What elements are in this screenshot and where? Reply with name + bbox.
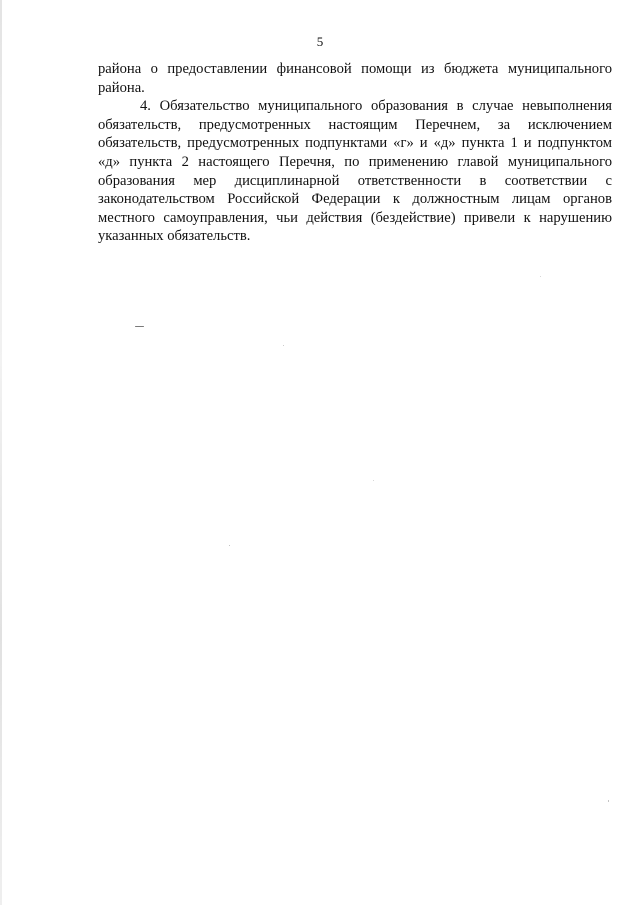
paragraph-continuation: района о предоставлении финансовой помощи из бюджета муниципального района.: [98, 61, 612, 96]
scan-speck: [373, 480, 374, 481]
scan-speck: [283, 345, 284, 346]
scan-speck: [540, 276, 541, 277]
paragraph-item-4: 4. Обязательство муниципального образования в случае невыполнения обязательств, предусмотренных настоящим Перечнем, за исключением обязательств, предусмотренных подпунктами «г» и «д» пункта 1 и подпунктом «д» пункта 2 настоящего Перечня, по применению главой муниципального образования мер дисциплинарной ответственности в соответствии с законодательством Российской Федерации к должностным лицам органов местного самоуправления, чьи действия (бездействие) привели к нарушению указанных обязательств.: [98, 98, 612, 245]
scan-speck: [608, 800, 609, 802]
document-body: [98, 60, 612, 246]
page-number: 5: [316, 34, 324, 49]
scan-speck: [135, 326, 144, 327]
scan-speck: [229, 545, 230, 546]
scan-edge: [0, 0, 2, 905]
